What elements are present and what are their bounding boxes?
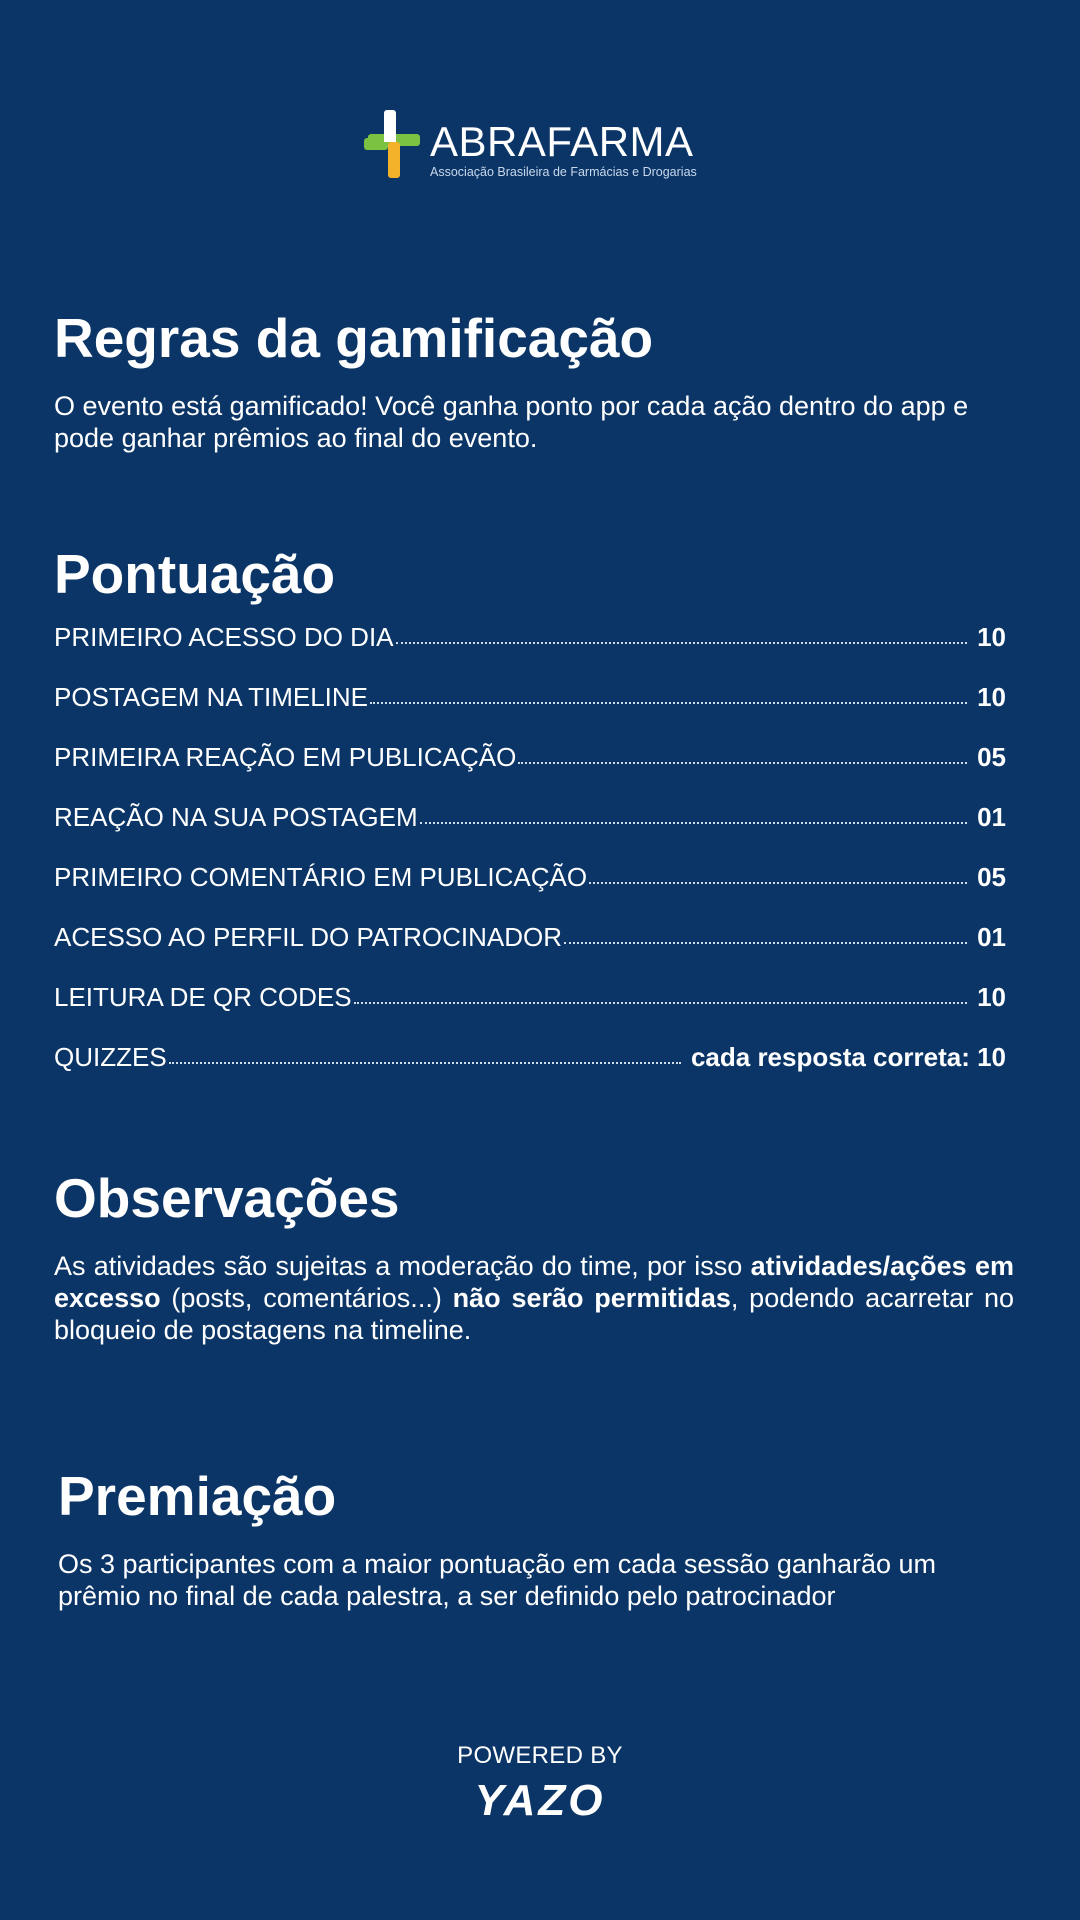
score-label: REAÇÃO NA SUA POSTAGEM: [54, 802, 418, 832]
dot-leader: [564, 941, 967, 944]
score-label: LEITURA DE QR CODES: [54, 982, 352, 1012]
scoring-title: Pontuação: [54, 543, 336, 605]
score-label: QUIZZES: [54, 1042, 167, 1072]
score-row-qr-codes: [54, 982, 1006, 1042]
score-row-first-reaction: [54, 742, 1006, 802]
observations-emphasis-excess: atividades/ações em excesso: [54, 1251, 1014, 1313]
score-row-quizzes: [54, 1042, 1006, 1102]
prizes-text: Os 3 participantes com a maior pontuação em cada sessão ganharão um prêmio no final de cada palestra, a ser definido pelo patrocinador: [58, 1549, 936, 1611]
rules-title: Regras da gamificação: [54, 307, 654, 369]
score-label: ACESSO AO PERFIL DO PATROCINADOR: [54, 922, 563, 952]
score-row-first-comment: [54, 862, 1006, 922]
prizes-title: Premiação: [58, 1465, 337, 1527]
score-value: 05: [977, 862, 1006, 892]
observations-emphasis-not-allowed: não serão permitidas: [452, 1283, 731, 1313]
score-row-reaction-on-post: [54, 802, 1006, 862]
scoring-list: [54, 622, 1006, 1102]
score-row-first-access: [54, 622, 1006, 682]
score-value: 05: [977, 742, 1006, 772]
dot-leader: [420, 821, 967, 824]
observations-title: Observações: [54, 1167, 400, 1229]
yazo-logo: YAZO: [474, 1776, 606, 1825]
score-value: 10: [977, 982, 1006, 1012]
rules-text: O evento está gamificado! Você ganha ponto por cada ação dentro do app e pode ganhar prêmios ao final do evento.: [54, 391, 969, 453]
observations-text-part: , podendo acarretar no bloqueio de postagens na timeline.: [54, 1283, 1014, 1345]
observations-text: [54, 1250, 1014, 1346]
dot-leader: [370, 701, 967, 704]
score-value: 01: [977, 922, 1006, 952]
score-value: 10: [977, 622, 1006, 652]
observations-text-part: As atividades são sujeitas a moderação do time, por isso: [54, 1251, 751, 1281]
dot-leader: [169, 1061, 681, 1064]
observations-text-part: (posts, comentários...): [160, 1283, 453, 1313]
pharmacy-cross-icon: [360, 108, 424, 180]
score-label: PRIMEIRO ACESSO DO DIA: [54, 622, 394, 652]
score-label: PRIMEIRA REAÇÃO EM PUBLICAÇÃO: [54, 742, 517, 772]
logo-subtitle: Associação Brasileira de Farmácias e Drogarias: [430, 165, 697, 179]
dot-leader: [396, 641, 968, 644]
logo-name: ABRAFARMA: [430, 118, 694, 165]
powered-by-label: POWERED BY: [457, 1742, 623, 1769]
dot-leader: [518, 761, 967, 764]
score-value: cada resposta correta: 10: [690, 1042, 1006, 1072]
score-row-timeline-post: [54, 682, 1006, 742]
score-label: PRIMEIRO COMENTÁRIO EM PUBLICAÇÃO: [54, 862, 588, 892]
dot-leader: [354, 1001, 967, 1004]
score-value: 01: [977, 802, 1006, 832]
abrafarma-logo: [360, 108, 730, 188]
score-label: POSTAGEM NA TIMELINE: [54, 682, 368, 712]
dot-leader: [589, 881, 967, 884]
score-value: 10: [977, 682, 1006, 712]
score-row-sponsor-profile: [54, 922, 1006, 982]
